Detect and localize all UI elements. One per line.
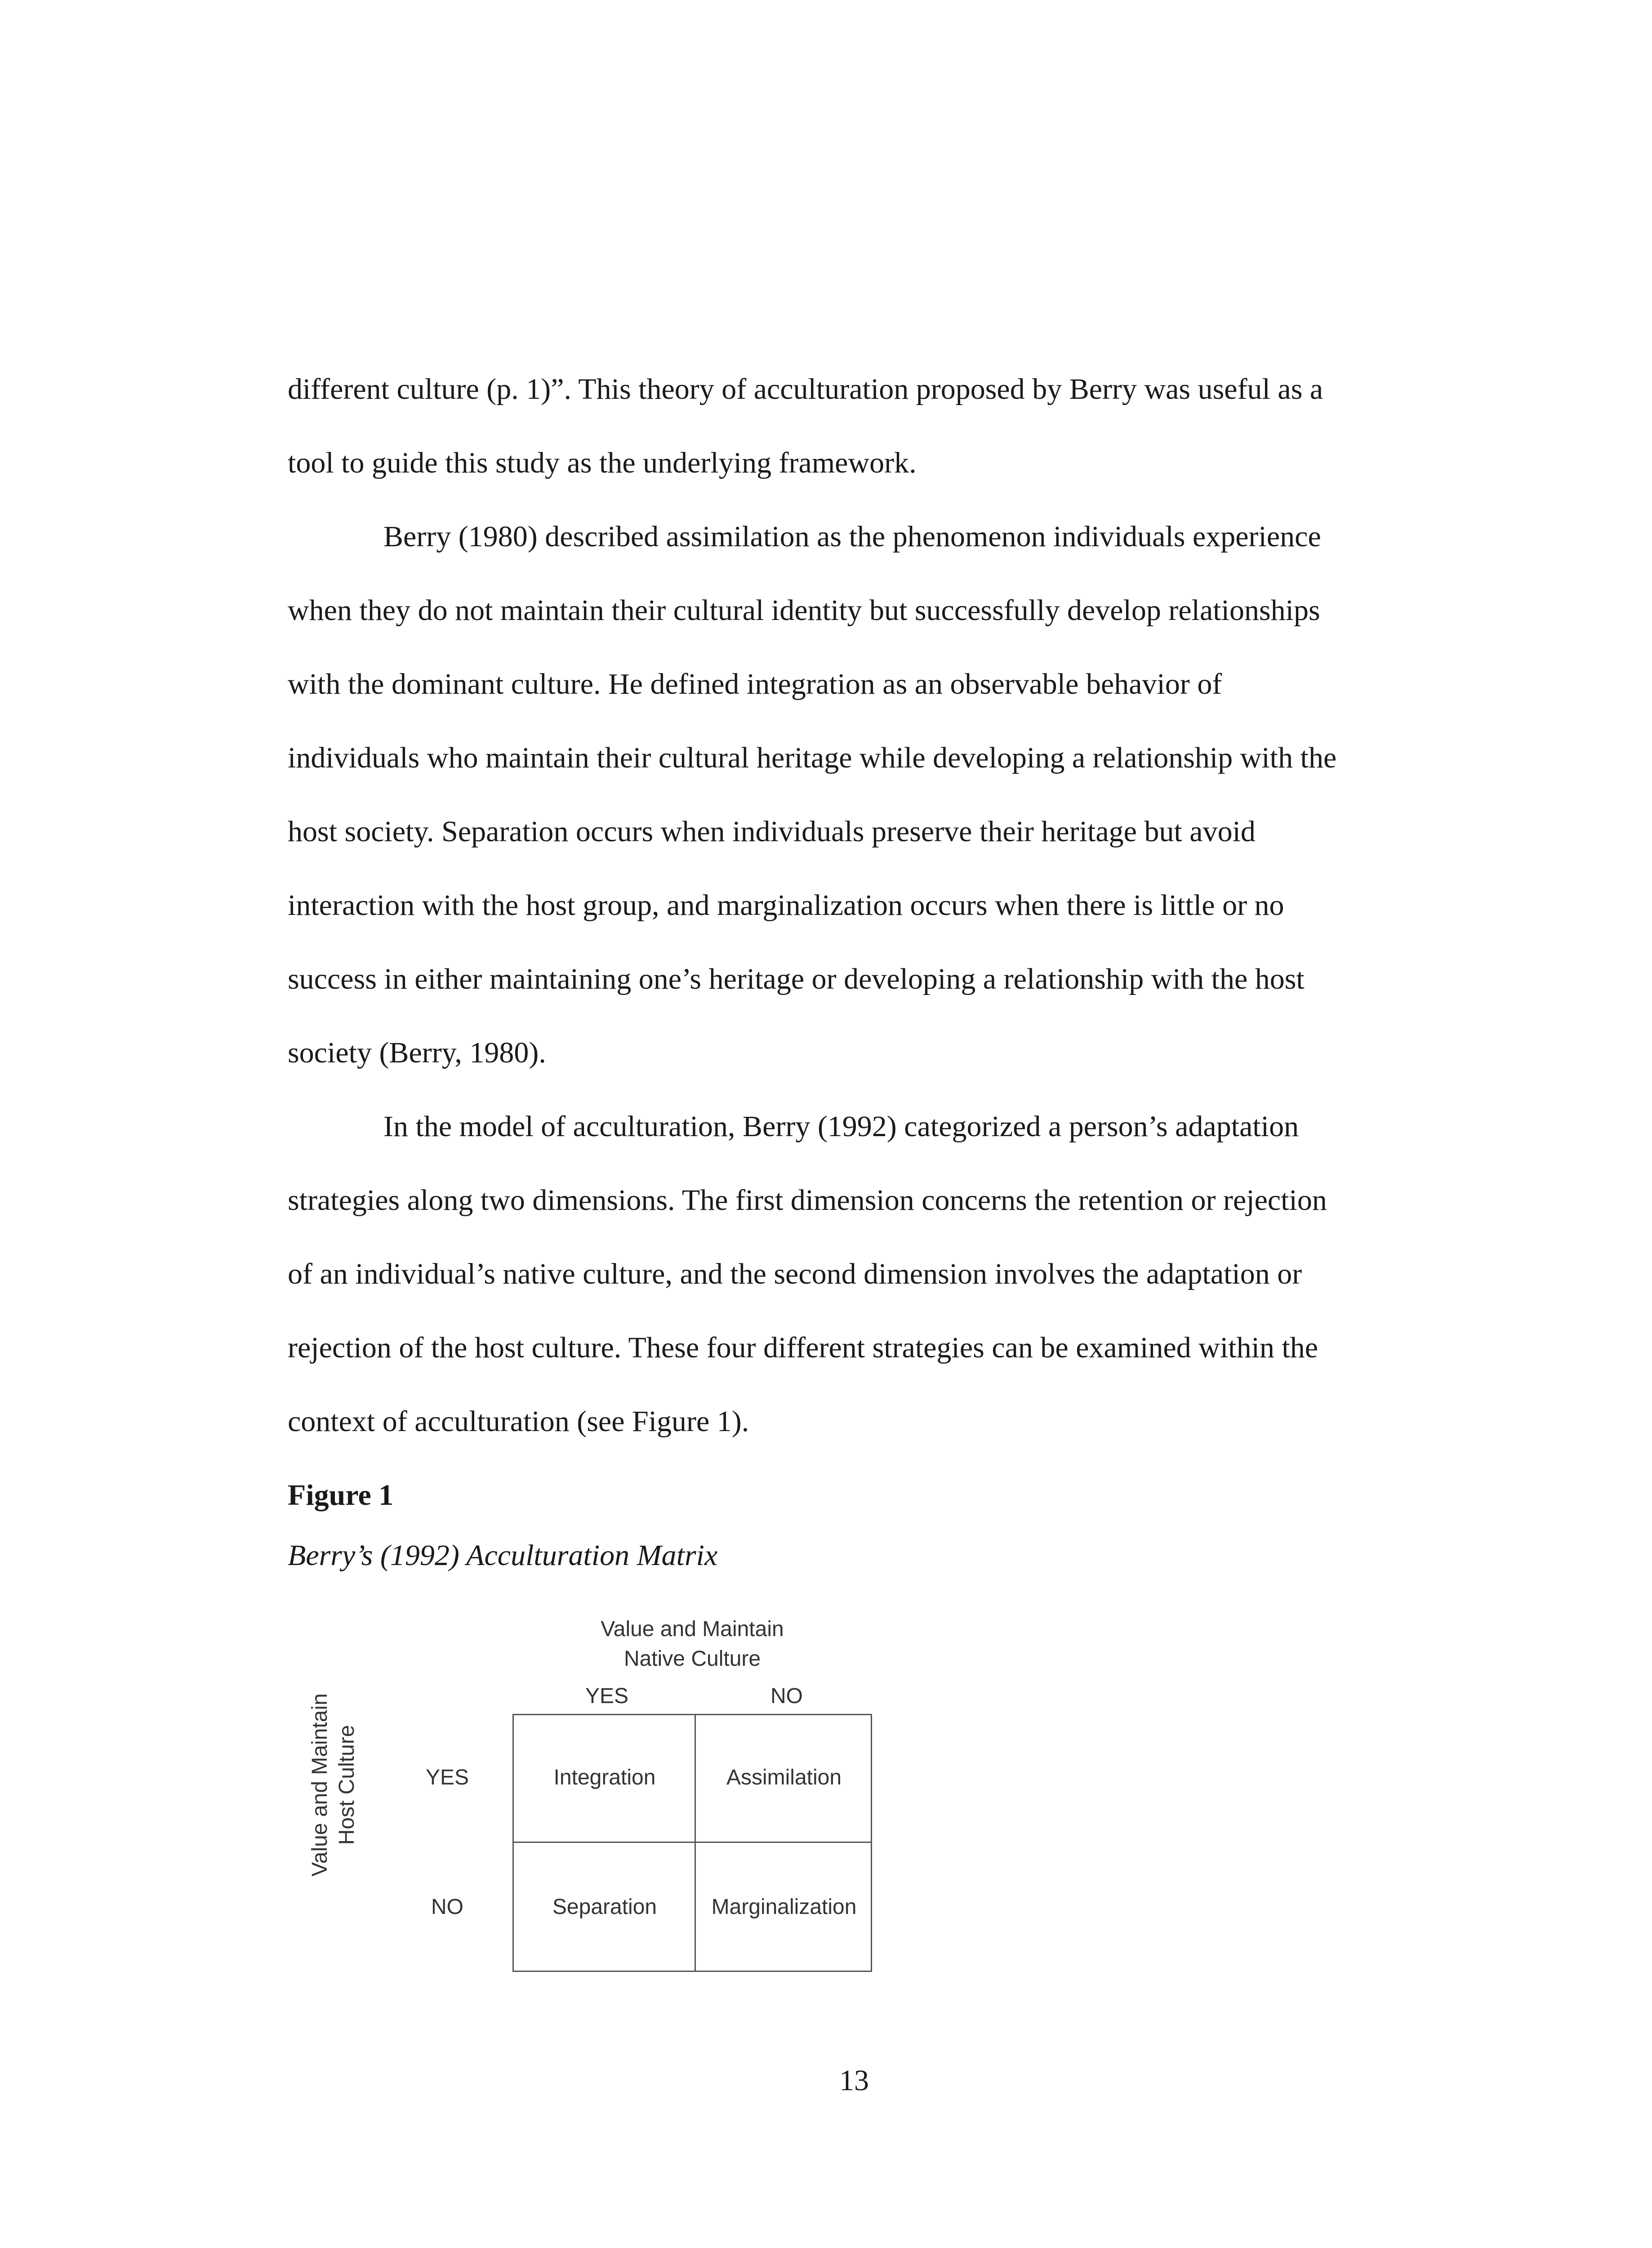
body-text-line: when they do not maintain their cultural identity but successfully develop relationships bbox=[288, 594, 1320, 627]
row-header-line1: Value and Maintain bbox=[308, 1693, 332, 1877]
column-header-line2: Native Culture bbox=[623, 1647, 761, 1671]
body-text-line: context of acculturation (see Figure 1). bbox=[288, 1405, 749, 1438]
body-text-line: Berry (1980) described assimilation as the phenomenon individuals experience bbox=[383, 520, 1321, 553]
body-text-line: rejection of the host culture. These four different strategies can be examined within the bbox=[288, 1331, 1318, 1364]
cell-marginalization: Marginalization bbox=[711, 1895, 857, 1919]
column-no-label: NO bbox=[770, 1684, 803, 1708]
body-text-line: of an individual’s native culture, and the second dimension involves the adaptation or bbox=[288, 1258, 1302, 1290]
row-yes-label: YES bbox=[425, 1766, 469, 1789]
figure-label: Figure 1 bbox=[288, 1479, 394, 1512]
row-no-label: NO bbox=[431, 1895, 463, 1919]
figure-title: Berry’s (1992) Acculturation Matrix bbox=[288, 1539, 718, 1572]
page-number: 13 bbox=[839, 2064, 869, 2097]
column-header-line1: Value and Maintain bbox=[601, 1617, 784, 1641]
body-text-line: individuals who maintain their cultural heritage while developing a relationship with the bbox=[288, 741, 1337, 774]
body-text-line: strategies along two dimensions. The first dimension concerns the retention or rejection bbox=[288, 1184, 1327, 1217]
body-text-line: success in either maintaining one’s heritage or developing a relationship with the host bbox=[288, 963, 1305, 995]
matrix-divider-vertical bbox=[695, 1714, 696, 1972]
body-text-line: In the model of acculturation, Berry (1992) categorized a person’s adaptation bbox=[383, 1110, 1299, 1143]
cell-integration: Integration bbox=[553, 1766, 656, 1789]
body-text-line: interaction with the host group, and marginalization occurs when there is little or no bbox=[288, 889, 1284, 922]
body-text-line: different culture (p. 1)”. This theory of acculturation proposed by Berry was useful as a bbox=[288, 373, 1323, 406]
body-text-line: society (Berry, 1980). bbox=[288, 1036, 546, 1069]
body-text-line: host society. Separation occurs when individuals preserve their heritage but avoid bbox=[288, 815, 1256, 848]
body-text-line: with the dominant culture. He defined integration as an observable behavior of bbox=[288, 668, 1222, 700]
matrix-grid bbox=[512, 1714, 872, 1972]
row-header bbox=[307, 1682, 361, 1888]
matrix-divider-horizontal bbox=[512, 1842, 872, 1843]
row-header-line2: Host Culture bbox=[335, 1725, 359, 1845]
cell-separation: Separation bbox=[552, 1895, 657, 1919]
cell-assimilation: Assimilation bbox=[726, 1766, 842, 1789]
body-text-line: tool to guide this study as the underlying framework. bbox=[288, 446, 917, 479]
column-yes-label: YES bbox=[585, 1684, 629, 1708]
